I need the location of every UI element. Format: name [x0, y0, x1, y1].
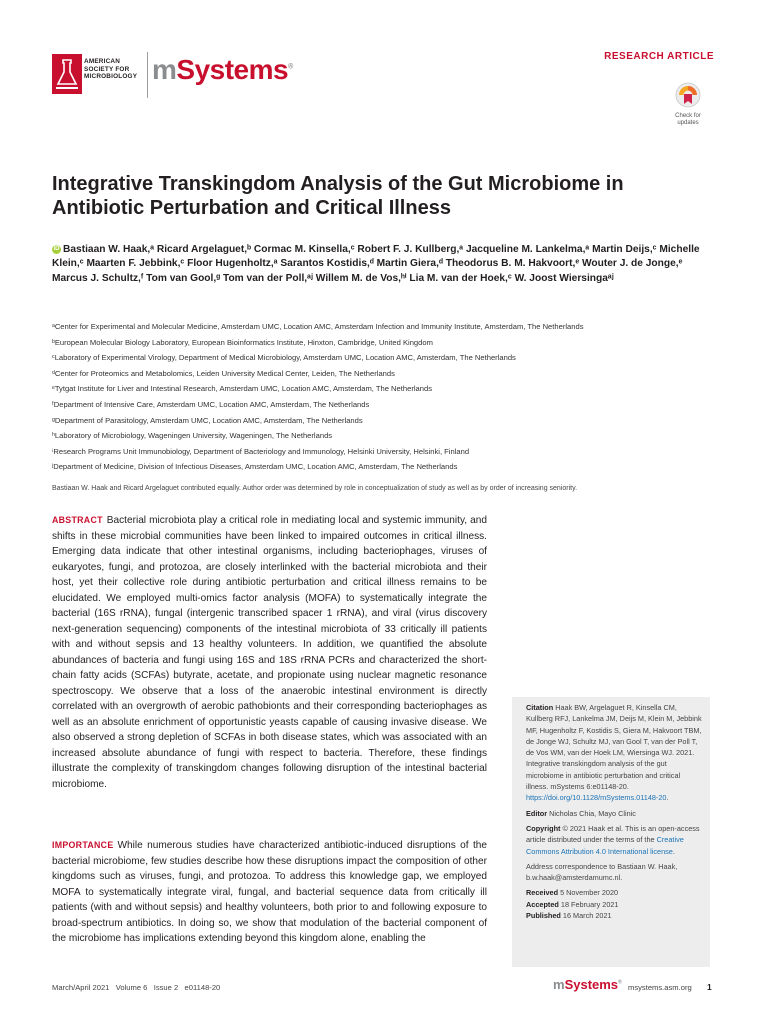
abstract-text: Bacterial microbiota play a critical role in mediating local and systemic immunity, and shifts in these microbial communities have been linked to impaired outcomes in critical illness. Emerging data indicate that other intestinal organisms, including bacteriophages, viruses of eukaryotes, fungi, and protozoa, are closely interlinked with the bacterial microbiota and their host, yet their collective role during antibiotic perturbation and critical illness remains to be elucidated. We employed multi-omics factor analysis (MOFA) to systematically integrate the bacterial (16S rRNA), fungal (intergenic transcribed spacer 1 rRNA), and viral (virus discovery next-generation sequencing) components of the intestinal microbiota of 33 critically ill patients with and without sepsis and 13 healthy volunteers. In addition, we quantified the absolute abundances of bacteria and fungi using 16S and 18S rRNA PCRs and characterized the short-chain fatty acids (SCFAs) butyrate, acetate, and propionate using nuclear magnetic resonance spectroscopy. We observe that a loss of the anaerobic intestinal environment is directly correlated with an overgrowth of aerobic pathobionts and their corresponding bacteriophages as well as an absolute enrichment of opportunistic yeasts capable of causing invasive disease. We also observed a strong depletion of SCFAs in both disease states, which was associated with an increased absolute abundance of fungi with respect to bacteria. Therefore, these findings illustrate the complexity of transkingdom changes following disruption of the intestinal bacterial microbiome. [52, 515, 487, 790]
accepted-label: Accepted [526, 899, 559, 909]
article-type: RESEARCH ARTICLE [604, 51, 714, 62]
flask-icon [52, 54, 82, 94]
received-label: Received [526, 888, 559, 898]
bookmark-icon [675, 82, 701, 108]
asm-line: MICROBIOLOGY [84, 73, 138, 81]
journal-logo-main: Systems [176, 54, 289, 85]
asm-name [84, 58, 137, 81]
sidebar-content [526, 702, 702, 921]
copyright-label: Copyright [526, 823, 561, 833]
asm-line: AMERICAN [84, 58, 121, 65]
footer-logo-prefix: m [553, 977, 565, 992]
asm-line: SOCIETY FOR [84, 65, 130, 73]
page-number: 1 [707, 982, 712, 992]
footer-registered-mark: ® [618, 979, 622, 986]
license-link[interactable]: Creative Commons Attribution 4.0 International license [526, 835, 684, 856]
authors-text: Bastiaan W. Haak,ᵃ Ricard Argelaguet,ᵇ Cormac M. Kinsella,ᶜ Robert F. J. Kullberg,ᵃ Jacqueline M. Lankelma,ᵃ Martin Deijs,ᶜ Michelle Klein,ᶜ Maarten F. Jebbink,ᶜ Floor Hugenholtz,ᵃ Sarantos Kostidis,ᵈ Martin Giera,ᵈ Theodorus B. M. Hakvoort,ᵉ Wouter J. de Jonge,ᵉ Marcus J. Schultz,ᶠ Tom van Gool,ᵍ Tom van der Poll,ᵃʲ Willem M. de Vos,ʰⁱ Lia M. van der Hoek,ᶜ W. Joost Wiersingaᵃʲ [52, 244, 700, 284]
author-list [52, 243, 712, 286]
abstract-section [52, 513, 487, 792]
doi-link[interactable]: https://doi.org/10.1128/mSystems.01148-20 [526, 793, 667, 803]
affiliations [52, 319, 712, 475]
affiliation: ᵍDepartment of Parasitology, Amsterdam UMC, Location AMC, Amsterdam, The Netherlands [52, 415, 363, 425]
journal-url[interactable]: msystems.asm.org [628, 983, 692, 992]
article-title: Integrative Transkingdom Analysis of the Gut Microbiome in Antibiotic Perturbation and Critical Illness [52, 173, 624, 219]
published-line [526, 910, 702, 921]
affiliation: ᵉTytgat Institute for Liver and Intestinal Research, Amsterdam UMC, Location AMC, Amsterdam, The Netherlands [52, 384, 433, 394]
check-for-updates-badge[interactable] [670, 82, 706, 126]
accepted-line [526, 899, 702, 910]
received-date: 5 November 2020 [560, 888, 619, 898]
journal-logo [152, 54, 293, 86]
published-date: 16 March 2021 [562, 911, 612, 921]
published-label: Published [526, 911, 561, 921]
check-badge-line: Check for [675, 113, 701, 119]
affiliation: ᵃCenter for Experimental and Molecular Medicine, Amsterdam UMC, Location AMC, Amsterdam Infection and Immunity Institute, Amsterdam, The Netherlands [52, 322, 584, 331]
contribution-note: Bastiaan W. Haak and Ricard Argelaguet contributed equally. Author order was determined by role in conceptualization of study as well as by order of increasing seniority. [52, 485, 578, 492]
abstract-label: ABSTRACT [52, 515, 103, 525]
check-badge-line: updates [677, 119, 699, 126]
asm-logo [52, 54, 144, 98]
affiliation: ʲDepartment of Medicine, Division of Infectious Diseases, Amsterdam UMC, Location AMC, Amsterdam, The Netherlands [52, 462, 458, 472]
editor-label: Editor [526, 808, 548, 818]
affiliation: ᵇEuropean Molecular Biology Laboratory, European Bioinformatics Institute, Hinxton, Cambridge, United Kingdom [52, 337, 433, 347]
importance-section [52, 838, 487, 947]
copyright-text: © 2021 Haak et al. This is an open-access article distributed under the terms of the [526, 823, 700, 845]
logo-divider [147, 52, 148, 98]
journal-logo-prefix: m [152, 54, 177, 85]
citation-block: Citation Haak BW, Argelaguet R, Kinsella CM, Kullberg RFJ, Lankelma JM, Deijs M, Klein M, Jebbink MF, Hugenholtz F, Kostidis S, Giera M, Hakvoort TBM, de Jonge WJ, Schultz MJ, van Gool T, van der Poll T, de Vos WM, van der Hoek LM, Wiersinga WJ. 2021. Integrative transkingdom analysis of the gut microbiome in antibiotic perturbation and critical illness. mSystems 6:e01148-20. https://doi.org/10.1128/mSystems.01148-20. [526, 703, 702, 803]
footer-logo-main: Systems [564, 977, 619, 992]
affiliation: ᶜLaboratory of Experimental Virology, Department of Medical Microbiology, Amsterdam UMC, Location AMC, Amsterdam, The Netherlands [52, 353, 516, 363]
affiliation: ʰLaboratory of Microbiology, Wageningen University, Wageningen, The Netherlands [52, 431, 333, 441]
correspondence: Address correspondence to Bastiaan W. Haak, b.w.haak@amsterdamumc.nl. [526, 861, 678, 883]
accepted-date: 18 February 2021 [560, 899, 619, 909]
issue-info: March/April 2021 Volume 6 Issue 2 e01148-20 [52, 983, 221, 992]
copyright-block: Copyright © 2021 Haak et al. This is an open-access article distributed under the terms of the Creative Commons Attribution 4.0 International license. [526, 823, 700, 856]
registered-mark: ® [288, 63, 293, 71]
affiliation: ᵈCenter for Proteomics and Metabolomics, Leiden University Medical Center, Leiden, The Netherlands [52, 368, 395, 378]
importance-label: IMPORTANCE [52, 840, 114, 850]
article-info-sidebar [512, 697, 710, 967]
received-line [526, 887, 702, 898]
editor-block [526, 808, 702, 819]
affiliation: ᶠDepartment of Intensive Care, Amsterdam UMC, Location AMC, Amsterdam, The Netherlands [52, 399, 370, 409]
footer-journal-logo [553, 977, 622, 992]
affiliation: ⁱResearch Programs Unit Immunobiology, Department of Bacteriology and Immunology, Helsinki University, Helsinki, Finland [52, 446, 470, 456]
orcid-icon[interactable]: iD [53, 245, 60, 252]
citation-text: Haak BW, Argelaguet R, Kinsella CM, Kullberg RFJ, Lankelma JM, Deijs M, Klein M, Jebbink MF, Hugenholtz F, Kostidis S, Giera M, Hakvoort TBM, de Jonge WJ, Schultz MJ, van Gool T, van der Poll T, de Vos WM, van der Hoek LM, Wiersinga WJ. 2021. Integrative transkingdom analysis of the gut microbiome in antibiotic perturbation and critical illness. mSystems 6:e01148-20. [526, 703, 702, 792]
editor-text: Nicholas Chia, Mayo Clinic [549, 808, 636, 818]
citation-label: Citation [526, 703, 554, 712]
importance-text: While numerous studies have characterized antibiotic-induced disruptions of the bacterial microbiome, few studies describe how these disruptions impact the composition of other kingdoms such as viruses, fungi, and protozoa. To address this knowledge gap, we employed MOFA to systematically integrate viral, fungal, and bacterial sequence data from critically ill patients (with and without sepsis) and healthy volunteers, both prior to and following exposure to broad-spectrum antibiotics. In doing so, we show that modulation of the bacterial component of the microbiome has implications extending beyond this kingdom alone, enabling the [52, 840, 487, 944]
